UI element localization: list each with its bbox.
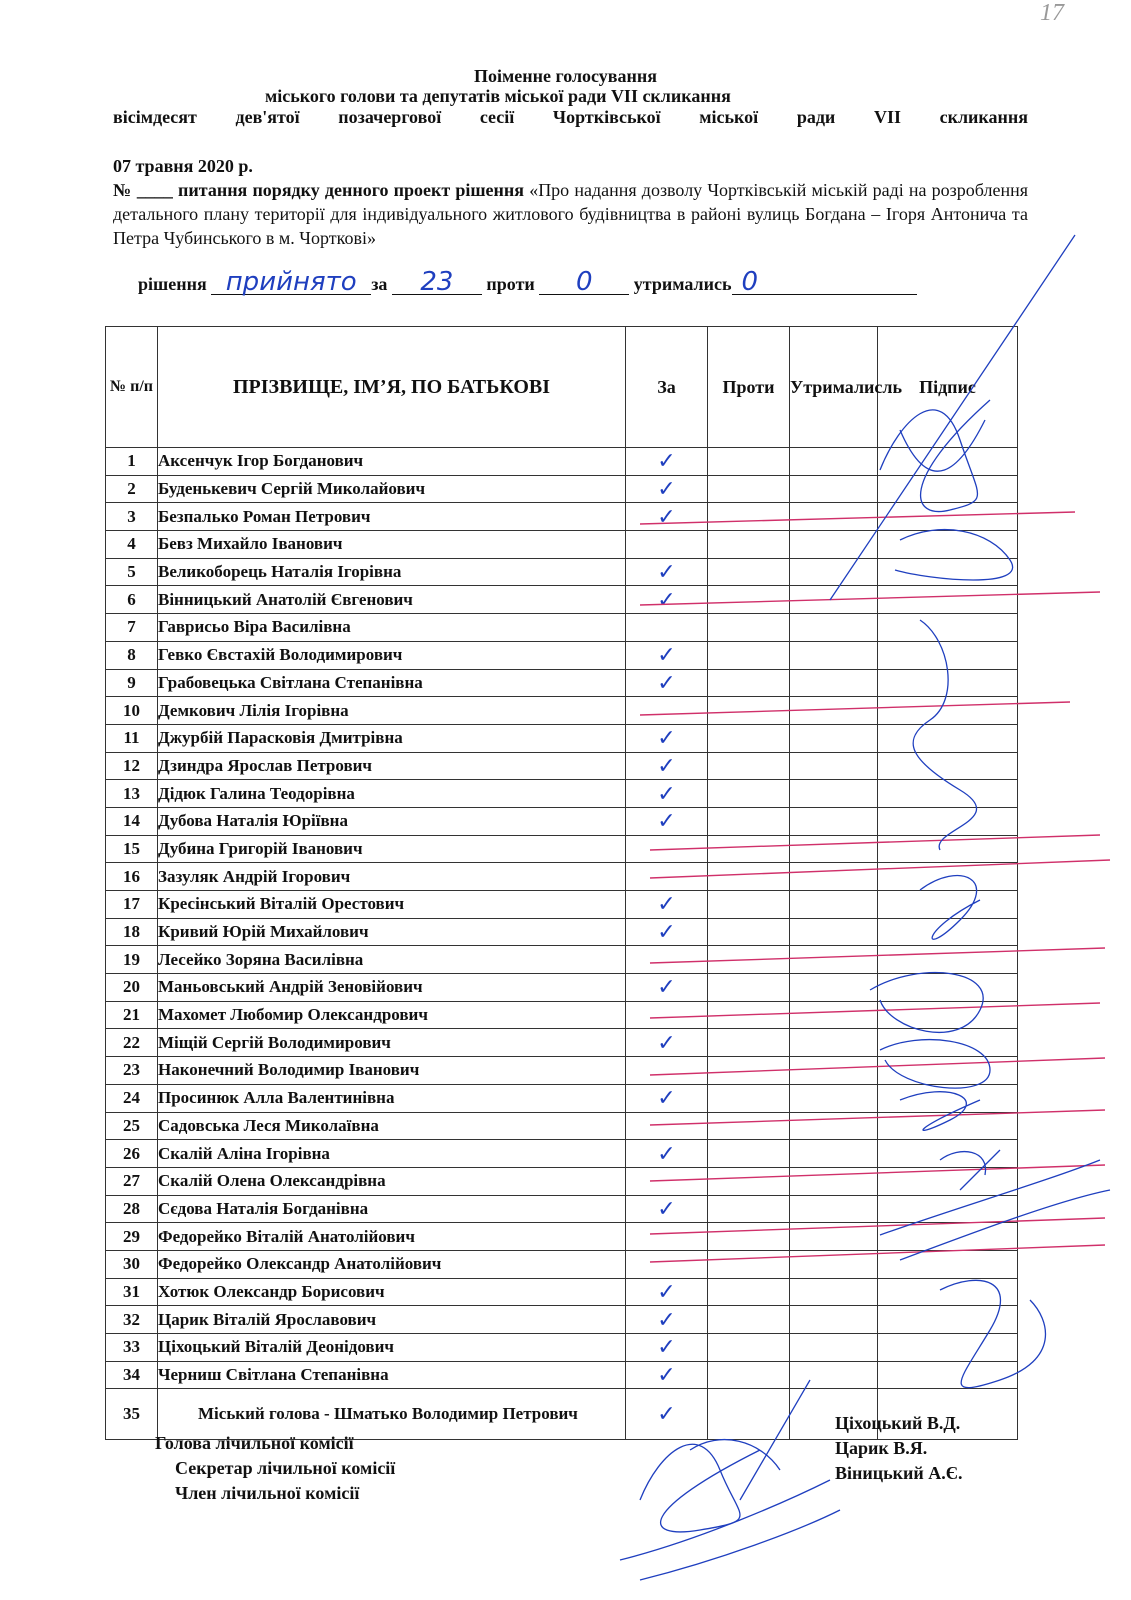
vote-against-cell — [708, 531, 790, 559]
vote-for-mark: ✓ — [626, 1361, 708, 1389]
agenda-text: «Про надання дозволу Чортківській міській раді на розроблення детального плану території для індивідуального житлового будівництва в районі вулиць Богдана – Ігоря Антонича та Петра Чубинського в м. Чорткові» — [113, 180, 1029, 248]
vote-against-cell — [708, 1140, 790, 1168]
vote-abstain-cell — [790, 1084, 878, 1112]
commission-chair-name: Ціхоцький В.Д. — [835, 1413, 961, 1433]
signature-cell — [878, 586, 1018, 614]
vote-for-mark: ✓ — [626, 918, 708, 946]
vote-against-cell — [708, 669, 790, 697]
table-row — [106, 974, 1018, 1002]
vote-abstain-cell — [790, 1167, 878, 1195]
table-header-row — [106, 327, 1018, 448]
table-row — [106, 1278, 1018, 1306]
member-name: Дзиндра Ярослав Петрович — [158, 752, 626, 780]
vote-for-mark: ✓ — [626, 586, 708, 614]
row-number: 21 — [106, 1001, 158, 1029]
signature-cell — [878, 1140, 1018, 1168]
table-row — [106, 863, 1018, 891]
table-row — [106, 1250, 1018, 1278]
vote-abstain-cell — [790, 1278, 878, 1306]
vote-abstain-cell — [790, 1361, 878, 1389]
vote-abstain-cell — [790, 1112, 878, 1140]
member-name: Буденькевич Сергій Миколайович — [158, 475, 626, 503]
vote-for-mark: ✓ — [626, 891, 708, 919]
vote-for-mark: ✓ — [626, 558, 708, 586]
table-row — [106, 697, 1018, 725]
vote-abstain-cell — [790, 448, 878, 476]
vote-against-cell — [708, 1250, 790, 1278]
abstain-label: утримались — [633, 274, 732, 294]
signature-cell — [878, 918, 1018, 946]
session-line: вісімдесят дев'ятої позачергової сесії Чортківської міської ради VII скликання — [113, 107, 1028, 127]
vote-abstain-cell — [790, 1057, 878, 1085]
vote-against-cell — [708, 1001, 790, 1029]
row-number: 4 — [106, 531, 158, 559]
vote-against-cell — [708, 503, 790, 531]
signature-cell — [878, 891, 1018, 919]
vote-abstain-cell — [790, 891, 878, 919]
row-number: 9 — [106, 669, 158, 697]
vote-against-cell — [708, 891, 790, 919]
member-name: Кресінський Віталій Орестович — [158, 891, 626, 919]
vote-against-cell — [708, 1057, 790, 1085]
table-row — [106, 503, 1018, 531]
member-name: Великоборець Наталія Ігорівна — [158, 558, 626, 586]
header-signature: Підпис — [878, 327, 1018, 448]
table-body — [106, 448, 1018, 1440]
row-number: 16 — [106, 863, 158, 891]
member-name: Зазуляк Андрій Ігорович — [158, 863, 626, 891]
vote-for-mark: ✓ — [626, 641, 708, 669]
vote-for-mark: ✓ — [626, 1389, 708, 1440]
signature-cell — [878, 1167, 1018, 1195]
against-value: 0 — [576, 267, 593, 297]
decision-row — [138, 267, 917, 297]
vote-for-mark: ✓ — [626, 1306, 708, 1334]
vote-against-cell — [708, 697, 790, 725]
vote-for-mark — [626, 1250, 708, 1278]
vote-against-cell — [708, 1084, 790, 1112]
member-name: Сєдова Наталія Богданівна — [158, 1195, 626, 1223]
table-row — [106, 1140, 1018, 1168]
vote-abstain-cell — [790, 1001, 878, 1029]
member-name: Наконечний Володимир Іванович — [158, 1057, 626, 1085]
table-row — [106, 1361, 1018, 1389]
vote-abstain-cell — [790, 531, 878, 559]
vote-against-cell — [708, 1029, 790, 1057]
table-row — [106, 448, 1018, 476]
vote-against-cell — [708, 1278, 790, 1306]
agenda-prefix: № ____ питання порядку денного проект рішення — [113, 180, 525, 200]
table-row — [106, 1306, 1018, 1334]
vote-for-mark: ✓ — [626, 448, 708, 476]
member-name: Аксенчук Ігор Богданович — [158, 448, 626, 476]
table-row — [106, 1001, 1018, 1029]
vote-against-cell — [708, 780, 790, 808]
row-number: 10 — [106, 697, 158, 725]
table-row — [106, 891, 1018, 919]
row-number: 33 — [106, 1334, 158, 1362]
row-number: 14 — [106, 807, 158, 835]
vote-abstain-cell — [790, 697, 878, 725]
abstain-value: 0 — [741, 267, 759, 297]
vote-abstain-cell — [790, 974, 878, 1002]
commission-signature-3 — [620, 1480, 840, 1580]
header-against: Проти — [708, 327, 790, 448]
signature-cell — [878, 1278, 1018, 1306]
table-row — [106, 752, 1018, 780]
table-row — [106, 614, 1018, 642]
row-number: 15 — [106, 835, 158, 863]
table-row — [106, 946, 1018, 974]
vote-abstain-cell — [790, 614, 878, 642]
signature-cell — [878, 807, 1018, 835]
member-name: Демкович Лілія Ігорівна — [158, 697, 626, 725]
vote-abstain-cell — [790, 1250, 878, 1278]
row-number: 29 — [106, 1223, 158, 1251]
vote-for-mark: ✓ — [626, 724, 708, 752]
commission-secretary-name: Царик В.Я. — [835, 1438, 928, 1458]
vote-abstain-cell — [790, 1223, 878, 1251]
vote-abstain-cell — [790, 1140, 878, 1168]
row-number: 11 — [106, 724, 158, 752]
header-number: № п/п — [106, 327, 158, 448]
member-name: Гевко Євстахій Володимирович — [158, 641, 626, 669]
vote-abstain-cell — [790, 835, 878, 863]
vote-for-mark: ✓ — [626, 1334, 708, 1362]
member-name: Джурбій Парасковія Дмитрівна — [158, 724, 626, 752]
table-row — [106, 1167, 1018, 1195]
signature-cell — [878, 863, 1018, 891]
commission-member-name: Віницький А.Є. — [835, 1463, 963, 1483]
vote-against-cell — [708, 1223, 790, 1251]
signature-cell — [878, 1084, 1018, 1112]
member-name: Маньовський Андрій Зеновійович — [158, 974, 626, 1002]
vote-for-mark: ✓ — [626, 669, 708, 697]
row-number: 31 — [106, 1278, 158, 1306]
row-number: 3 — [106, 503, 158, 531]
vote-abstain-cell — [790, 669, 878, 697]
member-name: Дубова Наталія Юріївна — [158, 807, 626, 835]
row-number: 27 — [106, 1167, 158, 1195]
signature-cell — [878, 835, 1018, 863]
signature-cell — [878, 1361, 1018, 1389]
signature-cell — [878, 1029, 1018, 1057]
table-row — [106, 918, 1018, 946]
row-number: 30 — [106, 1250, 158, 1278]
vote-for-mark — [626, 863, 708, 891]
vote-for-mark — [626, 697, 708, 725]
signature-cell — [878, 974, 1018, 1002]
vote-for-mark — [626, 1112, 708, 1140]
member-name: Черниш Світлана Степанівна — [158, 1361, 626, 1389]
signature-cell — [878, 448, 1018, 476]
vote-for-mark: ✓ — [626, 503, 708, 531]
commission-member-label: Член лічильної комісії — [175, 1483, 360, 1503]
row-number: 26 — [106, 1140, 158, 1168]
member-name: Безпалько Роман Петрович — [158, 503, 626, 531]
row-number: 12 — [106, 752, 158, 780]
vote-against-cell — [708, 1361, 790, 1389]
signature-cell — [878, 1112, 1018, 1140]
for-value: 23 — [420, 267, 454, 297]
document-subtitle: міського голови та депутатів міської ради VII скликання — [265, 86, 731, 106]
signature-cell — [878, 1001, 1018, 1029]
table-row — [106, 1029, 1018, 1057]
vote-for-mark: ✓ — [626, 1278, 708, 1306]
row-number: 32 — [106, 1306, 158, 1334]
vote-against-cell — [708, 448, 790, 476]
member-name: Вінницький Анатолій Євгенович — [158, 586, 626, 614]
vote-against-cell — [708, 1167, 790, 1195]
table-row — [106, 641, 1018, 669]
signature-cell — [878, 475, 1018, 503]
vote-against-cell — [708, 724, 790, 752]
member-name: Дубина Григорій Іванович — [158, 835, 626, 863]
vote-abstain-cell — [790, 807, 878, 835]
vote-for-mark — [626, 531, 708, 559]
table-row — [106, 1112, 1018, 1140]
member-name: Садовська Леся Миколаївна — [158, 1112, 626, 1140]
member-name: Скалій Аліна Ігорівна — [158, 1140, 626, 1168]
vote-abstain-cell — [790, 1029, 878, 1057]
signature-cell — [878, 669, 1018, 697]
vote-table — [105, 326, 1018, 1440]
table-row — [106, 586, 1018, 614]
vote-abstain-cell — [790, 780, 878, 808]
table-row — [106, 807, 1018, 835]
member-name: Грабовецька Світлана Степанівна — [158, 669, 626, 697]
commission-chair-label: Голова лічильної комісії — [155, 1433, 354, 1453]
document-title: Поіменне голосування — [473, 66, 658, 86]
member-name: Федорейко Віталій Анатолійович — [158, 1223, 626, 1251]
header-abstain: Утрималисль — [790, 327, 878, 448]
vote-for-mark — [626, 614, 708, 642]
row-number: 6 — [106, 586, 158, 614]
vote-for-mark: ✓ — [626, 780, 708, 808]
table-row — [106, 531, 1018, 559]
vote-for-mark — [626, 1223, 708, 1251]
row-number: 5 — [106, 558, 158, 586]
table-row — [106, 669, 1018, 697]
vote-for-mark — [626, 1057, 708, 1085]
decision-label: рішення — [138, 274, 207, 294]
table-row — [106, 1223, 1018, 1251]
vote-against-cell — [708, 918, 790, 946]
signature-cell — [878, 697, 1018, 725]
decision-value: прийнято — [225, 267, 357, 297]
row-number: 25 — [106, 1112, 158, 1140]
member-name: Бевз Михайло Іванович — [158, 531, 626, 559]
vote-against-cell — [708, 641, 790, 669]
table-row — [106, 1084, 1018, 1112]
table-row — [106, 1057, 1018, 1085]
table-row — [106, 1195, 1018, 1223]
against-field — [539, 267, 629, 297]
commission-secretary-label: Секретар лічильної комісії — [175, 1458, 396, 1478]
vote-for-mark: ✓ — [626, 1140, 708, 1168]
vote-for-mark: ✓ — [626, 475, 708, 503]
member-name: Махомет Любомир Олександрович — [158, 1001, 626, 1029]
decision-field — [211, 267, 371, 297]
vote-for-mark: ✓ — [626, 1084, 708, 1112]
page-number: 17 — [1040, 0, 1064, 26]
member-name: Федорейко Олександр Анатолійович — [158, 1250, 626, 1278]
vote-abstain-cell — [790, 475, 878, 503]
signature-cell — [878, 1195, 1018, 1223]
member-name: Просинюк Алла Валентинівна — [158, 1084, 626, 1112]
vote-for-mark: ✓ — [626, 974, 708, 1002]
row-number: 17 — [106, 891, 158, 919]
signature-cell — [878, 946, 1018, 974]
vote-for-mark: ✓ — [626, 752, 708, 780]
member-name: Міщій Сергій Володимирович — [158, 1029, 626, 1057]
commission-signature-1 — [640, 1444, 760, 1532]
vote-against-cell — [708, 835, 790, 863]
signature-cell — [878, 1250, 1018, 1278]
signature-cell — [878, 1057, 1018, 1085]
signature-cell — [878, 641, 1018, 669]
row-number: 20 — [106, 974, 158, 1002]
vote-for-mark — [626, 946, 708, 974]
member-name: Хотюк Олександр Борисович — [158, 1278, 626, 1306]
row-number: 22 — [106, 1029, 158, 1057]
vote-for-mark — [626, 1167, 708, 1195]
vote-for-mark: ✓ — [626, 807, 708, 835]
vote-abstain-cell — [790, 586, 878, 614]
vote-against-cell — [708, 1195, 790, 1223]
vote-abstain-cell — [790, 558, 878, 586]
vote-against-cell — [708, 974, 790, 1002]
table-row — [106, 475, 1018, 503]
signature-cell — [878, 724, 1018, 752]
vote-against-cell — [708, 946, 790, 974]
row-number: 1 — [106, 448, 158, 476]
row-number: 24 — [106, 1084, 158, 1112]
table-row — [106, 724, 1018, 752]
vote-against-cell — [708, 475, 790, 503]
session-date: 07 травня 2020 р. — [113, 156, 253, 176]
signature-cell — [878, 503, 1018, 531]
signature-cell — [878, 531, 1018, 559]
for-label: за — [371, 274, 388, 294]
row-number: 28 — [106, 1195, 158, 1223]
vote-abstain-cell — [790, 724, 878, 752]
agenda-block — [113, 154, 1028, 250]
against-label: проти — [486, 274, 535, 294]
vote-abstain-cell — [790, 1195, 878, 1223]
row-number: 7 — [106, 614, 158, 642]
table-row — [106, 835, 1018, 863]
row-number: 35 — [106, 1389, 158, 1440]
vote-against-cell — [708, 752, 790, 780]
vote-against-cell — [708, 586, 790, 614]
vote-abstain-cell — [790, 1334, 878, 1362]
signature-cell — [878, 752, 1018, 780]
vote-against-cell — [708, 558, 790, 586]
vote-abstain-cell — [790, 752, 878, 780]
for-field — [392, 267, 482, 297]
vote-abstain-cell — [790, 1306, 878, 1334]
vote-abstain-cell — [790, 946, 878, 974]
signature-cell — [878, 780, 1018, 808]
row-number: 13 — [106, 780, 158, 808]
vote-abstain-cell — [790, 918, 878, 946]
header-for: За — [626, 327, 708, 448]
table-row — [106, 1334, 1018, 1362]
vote-abstain-cell — [790, 641, 878, 669]
vote-for-mark: ✓ — [626, 1195, 708, 1223]
vote-abstain-cell — [790, 863, 878, 891]
signature-cell — [878, 558, 1018, 586]
vote-for-mark: ✓ — [626, 1029, 708, 1057]
member-name: Лесейко Зоряна Василівна — [158, 946, 626, 974]
table-row — [106, 558, 1018, 586]
vote-against-cell — [708, 807, 790, 835]
signature-cell — [878, 1334, 1018, 1362]
vote-abstain-cell — [790, 503, 878, 531]
member-name: Кривий Юрій Михайлович — [158, 918, 626, 946]
vote-against-cell — [708, 1306, 790, 1334]
row-number: 19 — [106, 946, 158, 974]
member-name: Дідюк Галина Теодорівна — [158, 780, 626, 808]
vote-against-cell — [708, 1334, 790, 1362]
row-number: 34 — [106, 1361, 158, 1389]
row-number: 2 — [106, 475, 158, 503]
vote-against-cell — [708, 863, 790, 891]
row-number: 23 — [106, 1057, 158, 1085]
signature-cell — [878, 1306, 1018, 1334]
member-name: Міський голова - Шматько Володимир Петрович — [158, 1389, 626, 1440]
vote-for-mark — [626, 1001, 708, 1029]
table-row — [106, 780, 1018, 808]
signature-cell — [878, 614, 1018, 642]
row-number: 18 — [106, 918, 158, 946]
member-name: Царик Віталій Ярославович — [158, 1306, 626, 1334]
member-name: Ціхоцький Віталій Деонідович — [158, 1334, 626, 1362]
abstain-field — [732, 267, 917, 297]
vote-against-cell — [708, 614, 790, 642]
row-number: 8 — [106, 641, 158, 669]
vote-for-mark — [626, 835, 708, 863]
vote-against-cell — [708, 1389, 790, 1440]
member-name: Гаврисьо Віра Василівна — [158, 614, 626, 642]
header-name: ПРІЗВИЩЕ, ІМ’Я, ПО БАТЬКОВІ — [158, 327, 626, 448]
signature-cell — [878, 1223, 1018, 1251]
member-name: Скалій Олена Олександрівна — [158, 1167, 626, 1195]
vote-against-cell — [708, 1112, 790, 1140]
